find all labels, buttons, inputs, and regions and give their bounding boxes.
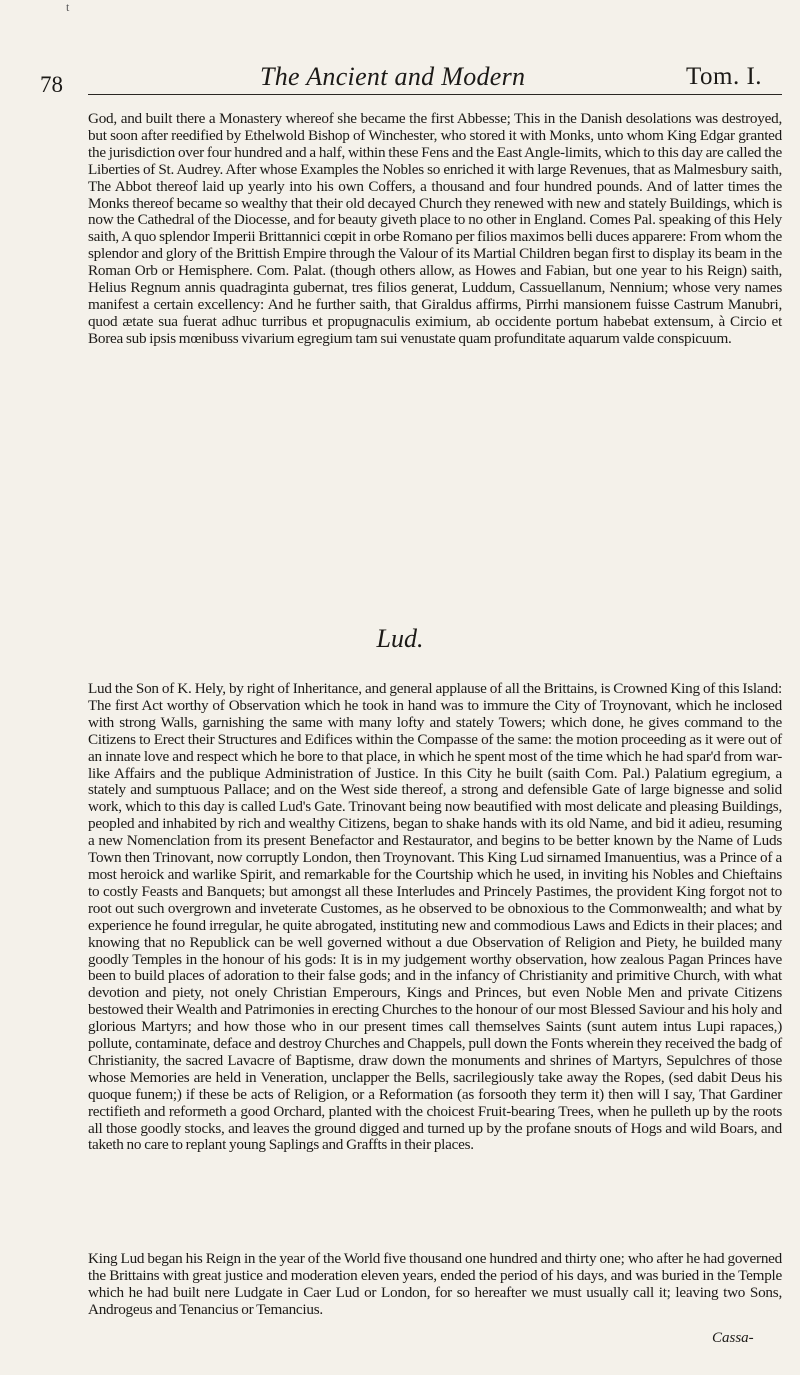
section-heading-lud: Lud. [376, 624, 424, 653]
running-title: The Ancient and Modern [260, 62, 526, 91]
corner-mark: t [66, 0, 70, 14]
paragraph-ely-monastery: God, and built there a Monastery whereof she became the first Abbesse; This in the Danish desolations was destroyed, but soon after reedified by Ethelwold Bishop of Winchester, who stored it with Monks, unto whom King Edgar granted the jurisdiction over four hundred and a half, within these Fens and the East Angle-limits, which to this day are called the Liberties of St. Audrey. After whose Examples the Nobles so enriched it with large Revenues, that as Malmesbury saith, The Abbot thereof laid up yearly into his own Coffers, a thousand and four hundred pounds. And of latter times the Monks thereof became so wealthy that their old decayed Church they renewed with new and stately Buildings, which is now the Cathedral of the Diocesse, and for beauty giveth place to no other in England. Comes Pal. speaking of this Hely saith, A quo splendor Imperii Brittannici cœpit in orbe Romano per filios maximos belli duces apparere: From whom the splendor and glory of the Brittish Empire through the Valour of its Martial Children began first to display its beam in the Roman Orb or Hemisphere. Com. Palat. (though others allow, as Howes and Fabian, but one year to his Reign) saith, Helius Regnum annis quadraginta gubernat, tres filios generat, Luddum, Cassuellanum, Nennium; whose very names manifest a certain excellency: And he further saith, that Giraldus affirms, Pirrhi mansionem fuisse Castrum Manubri, quod ætate sua fuerat adhuc turribus et propugnaculis eximium, ab occidente portum habebat extensum, à Circio et Borea sub ipsis mœnibuss vivarium egregium tam sui venustate quam profunditate aquarum valde conspicuum. [88, 110, 782, 347]
paragraph-lud-reign: King Lud began his Reign in the year of the World five thousand one hundred and thirty one; who after he had governed the Brittains with great justice and moderation eleven years, ended the period of his days, and was buried in the Temple which he had built nere Ludgate in Caer Lud or London, for so hereafter we must usually call it; leaving two Sons, Androgeus and Tenancius or Temancius. [88, 1250, 782, 1318]
catchword: Cassa- [712, 1330, 754, 1346]
paragraph-king-lud: Lud the Son of K. Hely, by right of Inheritance, and general applause of all the Brittains, is Crowned King of this Island: The first Act worthy of Observation which he took in hand was to immure the City of Troynovant, which he inclosed with strong Walls, garnishing the same with many lofty and stately Towers; which done, he gives command to the Citizens to Erect their Structures and Edifices within the Compasse of the same: the motion proceeding as it were out of an innate love and respect which he bore to that place, in which he spent most of the time which he had spar'd from war-like Affairs and the publique Administration of Justice. In this City he built (saith Com. Pal.) Palatium egregium, a stately and sumptuous Pallace; and on the West side thereof, a strong and defensible Gate of large bignesse and solid work, which to this day is called Lud's Gate. Trinovant being now beautified with most delicate and pleasing Buildings, peopled and inhabited by rich and wealthy Citizens, began to shake hands with its old Name, and bid it adieu, resuming a new Nomenclation from its present Benefactor and Restaurator, and begins to be better known by the Name of Luds Town then Trinovant, now corruptly London, then Troynovant. This King Lud sirnamed Imanuentius, was a Prince of a most heroick and warlike Spirit, and remarkable for the Courtship which he used, in inviting his Nobles and Chieftains to costly Feasts and Banquets; but amongst all these Interludes and Princely Pastimes, the provident King forgot not to root out such overgrown and inveterate Customes, as he observed to be obnoxious to the Commonwealth; and what by experience he found irregular, he quite abrogated, instituting new and commodious Laws and Edicts in their places; and knowing that no Republick can be well governed without a due Observation of Religion and Piety, he builded many goodly Temples in the honour of his gods: It is in my judgement worthy observation, how zealous Pagan Princes have been to build places of adoration to their false gods; and in the infancy of Christianity and primitive Church, with what devotion and piety, not onely Christian Emperours, Kings and Princes, but even Noble Men and private Citizens bestowed their Wealth and Patrimonies in erecting Churches to the honour of our most Blessed Saviour and his holy and glorious Martyrs; and how those who in our present times call themselves Saints (sunt autem intus Lupi rapaces,) pollute, contaminate, deface and destroy Churches and Chappels, pull down the Fonts wherein they received the badg of Christianity, the sacred Lavacre of Baptisme, draw down the monuments and shrines of Martyrs, Sepulchres of those whose Memories are held in Veneration, unclapper the Bells, sacrilegiously take away the Ropes, (sed dabit Deus his quoque funem;) if these be acts of Religion, or a Reformation (as forsooth they term it) then will I say, That Gardiner rectifieth and reformeth a good Orchard, planted with the choicest Fruit-bearing Trees, when he pulleth up by the roots all those goodly stocks, and leaves the ground digged and turned up by the profane snouts of Hogs and wild Boars, and taketh no care to replant young Saplings and Graffts in their places. [88, 680, 782, 1154]
header-rule [88, 94, 782, 95]
volume-label: Tom. I. [686, 63, 763, 90]
page-number: 78 [40, 72, 63, 97]
